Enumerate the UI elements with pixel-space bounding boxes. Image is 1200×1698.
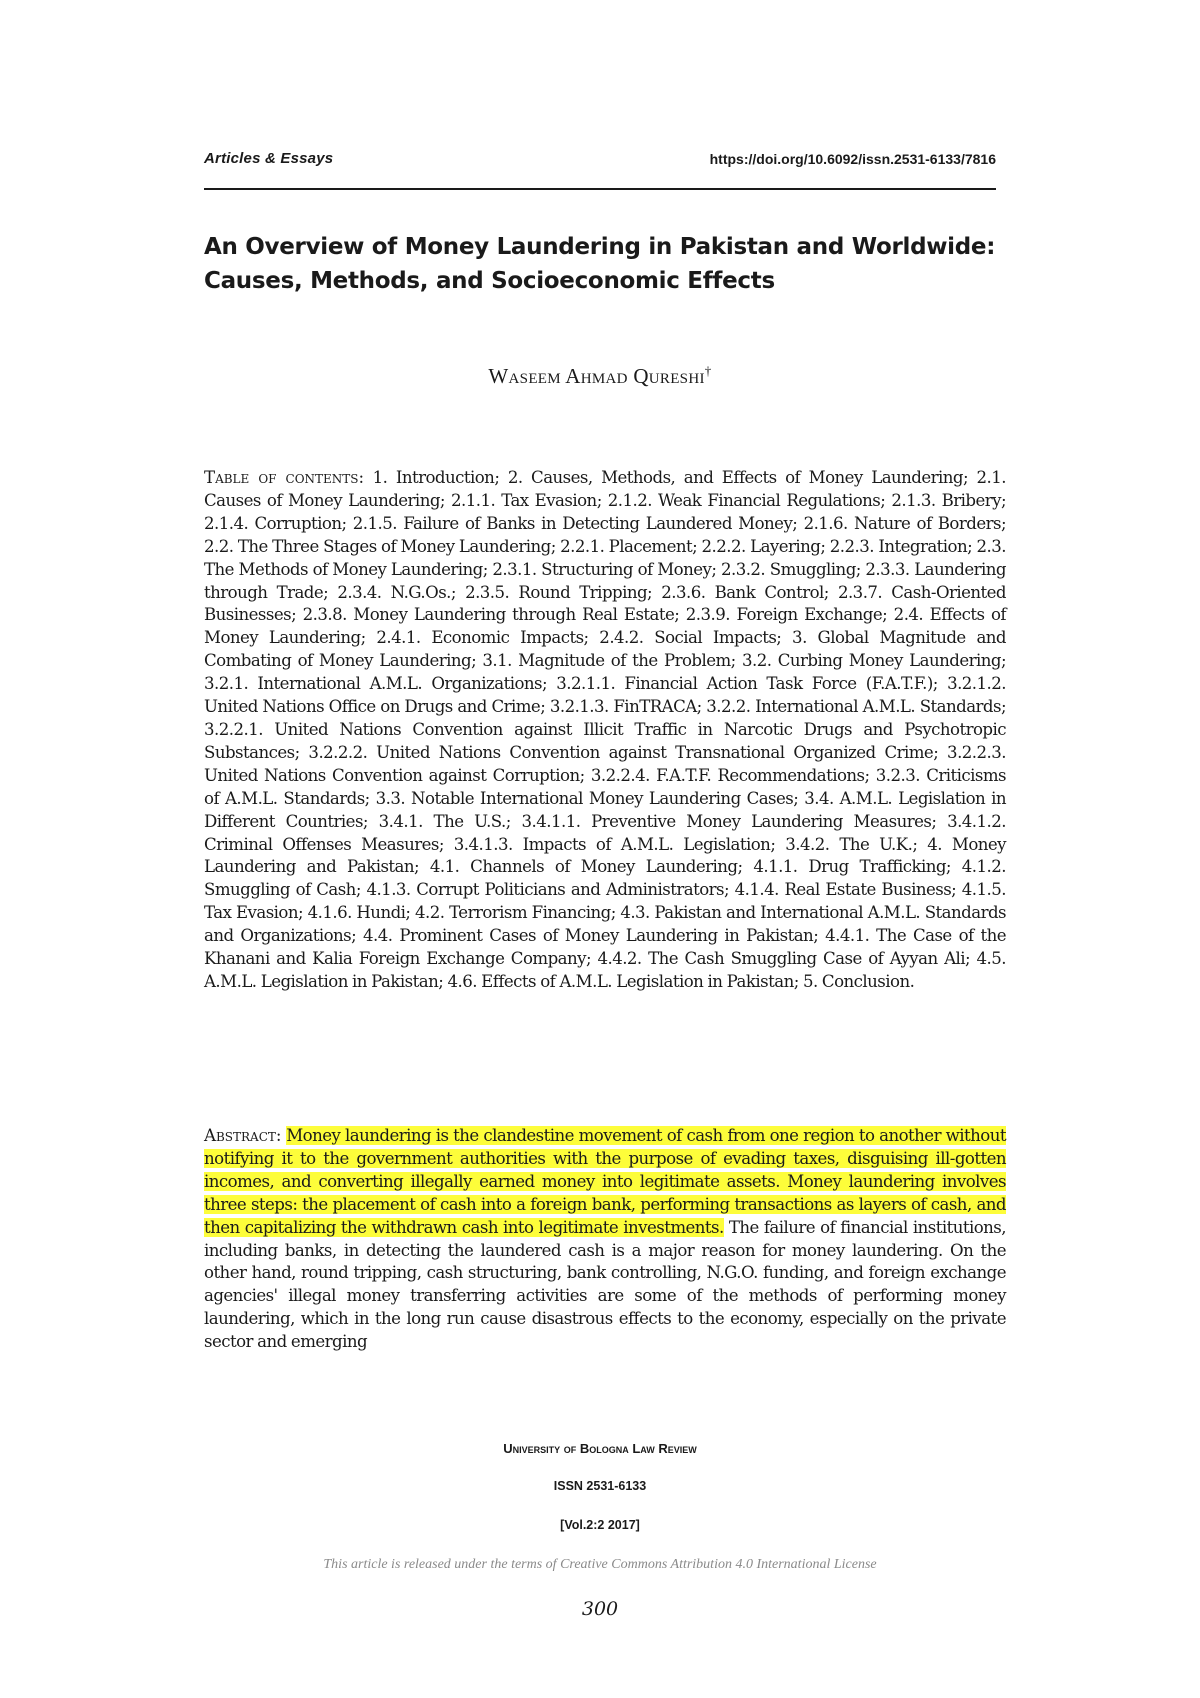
abstract xyxy=(204,1125,1006,1354)
license-notice: This article is released under the terms of Creative Commons Attribution 4.0 International License xyxy=(323,1557,877,1572)
article-title: An Overview of Money Laundering in Pakistan and Worldwide: Causes, Methods, and Socioeconomic Effects xyxy=(204,234,996,294)
toc-label: Table of contents: xyxy=(204,468,365,487)
abstract-label: Abstract: xyxy=(204,1126,282,1145)
toc-text: 1. Introduction; 2. Causes, Methods, and Effects of Money Laundering; 2.1. Causes of Money Laundering; 2.1.1. Tax Evasion; 2.1.2. Weak Financial Regulations; 2.1.3. Bribery; 2.1.4. Corruption; 2.1.5. Failure of Banks in Detecting Laundered Money; 2.1.6. Nature of Borders; 2.2. The Three Stages of Money Laundering; 2.2.1. Placement; 2.2.2. Layering; 2.2.3. Integration; 2.3. The Methods of Money Laundering; 2.3.1. Structuring of Money; 2.3.2. Smuggling; 2.3.3. Laundering through Trade; 2.3.4. N.G.Os.; 2.3.5. Round Tripping; 2.3.6. Bank Control; 2.3.7. Cash-Oriented Businesses; 2.3.8. Money Laundering through Real Estate; 2.3.9. Foreign Exchange; 2.4. Effects of Money Laundering; 2.4.1. Economic Impacts; 2.4.2. Social Impacts; 3. Global Magnitude and Combating of Money Laundering; 3.1. Magnitude of the Problem; 3.2. Curbing Money Laundering; 3.2.1. International A.M.L. Organizations; 3.2.1.1. Financial Action Task Force (F.A.T.F.); 3.2.1.2. United Nations Office on Drugs and Crime; 3.2.1.3. FinTRACA; 3.2.2. International A.M.L. Standards; 3.2.2.1. United Nations Convention against Illicit Traffic in Narcotic Drugs and Psychotropic Substances; 3.2.2.2. United Nations Convention against Transnational Organized Crime; 3.2.2.3. United Nations Convention against Corruption; 3.2.2.4. F.A.T.F. Recommendations; 3.2.3. Criticisms of A.M.L. Standards; 3.3. Notable International Money Laundering Cases; 3.4. A.M.L. Legislation in Different Countries; 3.4.1. The U.S.; 3.4.1.1. Preventive Money Laundering Measures; 3.4.1.2. Criminal Offenses Measures; 3.4.1.3. Impacts of A.M.L. Legislation; 3.4.2. The U.K.; 4. Money Laundering and Pakistan; 4.1. Channels of Money Laundering; 4.1.1. Drug Trafficking; 4.1.2. Smuggling of Cash; 4.1.3. Corrupt Politicians and Administrators; 4.1.4. Real Estate Business; 4.1.5. Tax Evasion; 4.1.6. Hundi; 4.2. Terrorism Financing; 4.3. Pakistan and International A.M.L. Standards and Organizations; 4.4. Prominent Cases of Money Laundering in Pakistan; 4.4.1. The Case of the Khanani and Kalia Foreign Exchange Company; 4.4.2. The Cash Smuggling Case of Ayyan Ali; 4.5. A.M.L. Legislation in Pakistan; 4.6. Effects of A.M.L. Legislation in Pakistan; 5. Conclusion. xyxy=(204,468,1006,991)
table-of-contents xyxy=(204,467,1006,994)
abstract-text: The failure of financial institutions, including banks, in detecting the laundered cash is a major reason for money laundering. On the other hand, round tripping, cash structuring, bank controlling, N.G.O. funding, and foreign exchange agencies' illegal money transferring activities are some of the methods of performing money laundering, which in the long run cause disastrous effects to the economy, especially on the private sector and emerging xyxy=(204,1217,1006,1352)
author-footnote-mark[interactable]: † xyxy=(704,363,712,378)
author-line xyxy=(204,363,996,389)
journal-name: University of Bologna Law Review xyxy=(503,1441,697,1456)
page-number: 300 xyxy=(581,1598,619,1620)
doi-link[interactable]: https://doi.org/10.6092/issn.2531-6133/7816 xyxy=(709,151,996,167)
abstract-highlighted-text: Money laundering is the clandestine movement of cash from one region to another without notifying it to the government authorities with the purpose of evading taxes, disguising ill-gotten incomes, and converting illegally earned money into legitimate assets. Money laundering involves three steps: the placement of cash into a foreign bank, performing transactions as layers of cash, and then capitalizing the withdrawn cash into legitimate investments. xyxy=(204,1126,1006,1237)
section-label: Articles & Essays xyxy=(204,150,334,167)
author-name: Waseem Ahmad Qureshi xyxy=(488,364,705,388)
volume-info: [Vol.2:2 2017] xyxy=(560,1518,640,1532)
running-header xyxy=(204,150,996,190)
issn: ISSN 2531-6133 xyxy=(553,1479,647,1493)
